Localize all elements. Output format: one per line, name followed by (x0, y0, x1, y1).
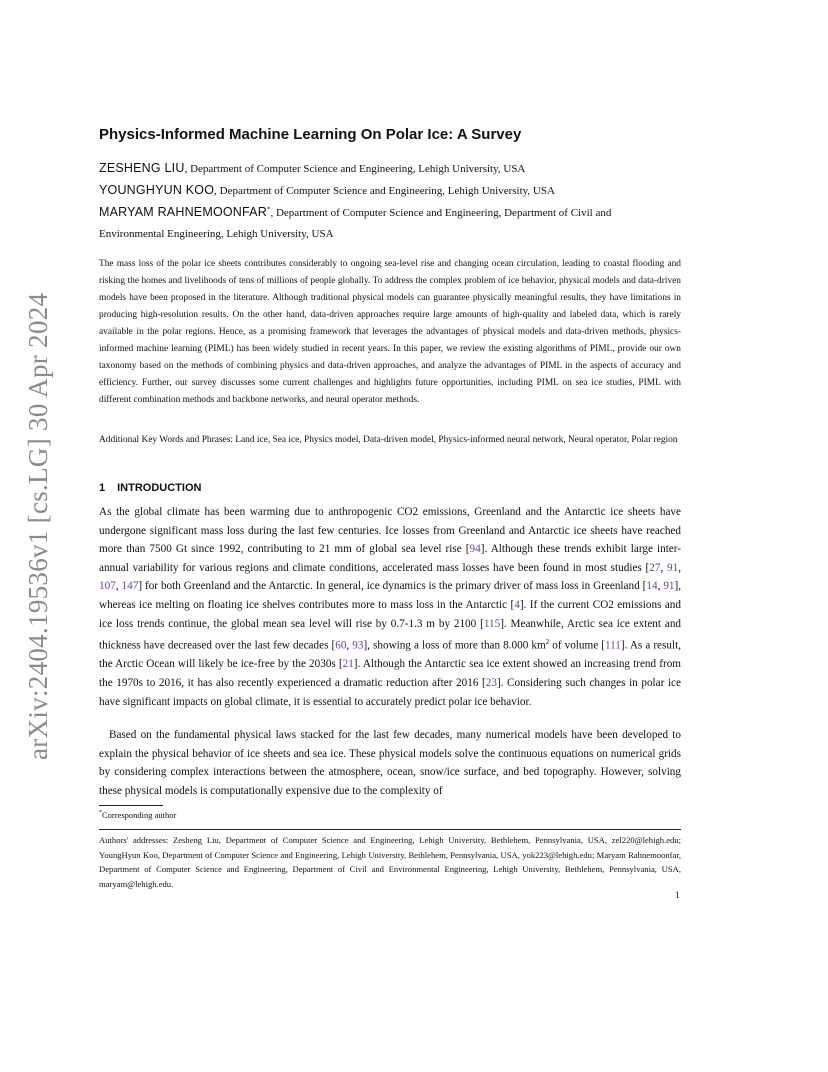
author-addresses: Authors' addresses: Zesheng Liu, Department of Computer Science and Engineering, Lehigh University, Bethlehem, Pennsylvania, USA, zel220@lehigh.edu; YoungHyun Koo, Department of Computer Science and Engineering, Lehigh University, Bethlehem, Pennsylvania, USA, yok223@lehigh.edu; Maryam Rahnemoonfar, Department of Computer Science and Engineering, Department of Civil and Environmental Engineering, Lehigh University, Bethlehem, Pennsylvania, USA, maryam@lehigh.edu. (99, 835, 681, 889)
citation-link[interactable]: 94 (469, 543, 481, 556)
citation-link[interactable]: 147 (121, 580, 139, 593)
corresponding-mark: * (266, 205, 271, 214)
citation-link[interactable]: 93 (352, 639, 364, 652)
text-run: ]. Meanwhile, Arctic sea ice extent and thickness have decreased over the last few decades [ (99, 617, 682, 652)
text-run: ], showing a loss of more than 8.000 km (363, 639, 546, 652)
citation-link[interactable]: 91 (663, 580, 675, 593)
text-run: As the global climate has been warming due to anthropogenic CO2 emissions, Greenland and the Antarctic ice sheets have undergone significant mass loss during the last few centuries. Ice losses from Greenland and Antarctic ice sheets have reached more than 7500 Gt since 1992, contributing to 21 mm of global sea level rise [ (99, 506, 681, 556)
author-1 (99, 161, 525, 175)
section-heading (99, 482, 201, 494)
citation-link[interactable]: 14 (646, 580, 658, 593)
section-number: 1 (99, 482, 106, 494)
author-name: YOUNGHYUN KOO (99, 183, 215, 197)
text-run: ]. Considering such changes in polar ice have significant impacts on global climate, it is essential to accurately predict polar ice behavior. (99, 677, 681, 708)
footnote (99, 810, 176, 820)
address-divider (99, 829, 681, 830)
text-run: ]. If the current CO2 emissions and ice loss trends continue, the global mean sea level will rise by 0.7-1.3 m by 2100 [ (99, 598, 681, 630)
text-run: ], whereas ice melting on floating ice shelves contributes more to mass loss in the Antarctic [ (99, 580, 682, 611)
footnote-text: Corresponding author (102, 810, 177, 820)
superscript: 2 (545, 638, 550, 647)
citation-link[interactable]: 60 (335, 639, 347, 652)
arxiv-identifier: arXiv:2404.19536v1 [cs.LG] 30 Apr 2024 (23, 292, 53, 760)
section-title: INTRODUCTION (117, 482, 202, 494)
text-run: of volume [ (549, 639, 605, 652)
citation-link[interactable]: 107 (99, 580, 116, 593)
citation-link[interactable]: 4 (514, 598, 520, 611)
author-2 (99, 183, 555, 197)
citation-link[interactable]: 111 (604, 639, 621, 652)
text-run: ]. As a result, the Arctic Ocean will likely be ice-free by the 2030s [ (99, 639, 681, 671)
author-affiliation: , Department of Computer Science and Engineering, Department of Civil and (270, 207, 612, 219)
intro-paragraph-2: Based on the fundamental physical laws stacked for the last few decades, many numerical models have been developed to explain the physical behavior of ice sheets and sea ice. These physical models solve the continuous equations on numerical grids by considering complex interactions between the atmosphere, ocean, snow/ice surface, and bed topography. However, solving these physical models is computationally expensive due to the complexity of (99, 729, 681, 797)
keywords: Additional Key Words and Phrases: Land ice, Sea ice, Physics model, Data-driven model, Physics-informed neural network, Neural operator, Polar region (99, 435, 678, 445)
author-3 (99, 205, 611, 219)
citation-link[interactable]: 91 (667, 561, 679, 574)
text-run: ]. Although these trends exhibit large inter-annual variability for various regions and climate conditions, accelerated mass losses have been found in most studies [ (99, 543, 681, 574)
author-affiliation: , Department of Computer Science and Engineering, Lehigh University, USA (184, 163, 526, 175)
author-affiliation: , Department of Computer Science and Engineering, Lehigh University, USA (214, 185, 555, 197)
paper-title: Physics-Informed Machine Learning On Polar Ice: A Survey (99, 126, 522, 143)
footnote-mark: * (99, 810, 102, 817)
citation-link[interactable]: 23 (485, 677, 497, 690)
citation-link[interactable]: 21 (342, 658, 354, 671)
citation-link[interactable]: 27 (649, 561, 661, 574)
text-run: ] for both Greenland and the Antarctic. In general, ice dynamics is the primary driver of mass loss in Greenland [ (138, 580, 647, 593)
abstract: The mass loss of the polar ice sheets contributes considerably to ongoing sea-level rise and changing ocean circulation, leading to coastal flooding and risking the homes and livelihoods of tens of millions of people globally. To address the complex problem of ice behavior, physical models and data-driven models have been proposed in the literature. Although traditional physical models can guarantee physically meaningful results, they have limitations in producing high-resolution results. On the other hand, data-driven approaches require large amounts of high-quality and labeled data, which is rarely available in the polar regions. Hence, as a promising framework that leverages the advantages of physical models and data-driven methods, physics-informed machine learning (PIML) has been widely studied in recent years. In this paper, we review the existing algorithms of PIML, provide our own taxonomy based on the methods of combining physics and data-driven approaches, and analyze the advantages of PIML in the aspects of accuracy and efficiency. Further, our survey discusses some current challenges and highlights future opportunities, including PIML on sea ice studies, PIML with different combination methods and backbone networks, and neural operator methods. (99, 259, 681, 405)
text-run: ]. Although the Antarctic sea ice extent showed an increasing trend from the 1970s to 2016, it has also recently experienced a dramatic reduction after 2016 [ (99, 658, 681, 690)
author-name: ZESHENG LIU (99, 161, 185, 175)
page-number: 1 (675, 891, 680, 901)
citation-link[interactable]: 115 (483, 617, 501, 630)
footnote-divider (99, 805, 163, 806)
author-3-affiliation-cont: Environmental Engineering, Lehigh University, USA (99, 228, 334, 240)
intro-paragraph-1: As the global climate has been warming due to anthropogenic CO2 emissions, Greenland and the Antarctic ice sheets have undergone significant mass loss during the last few centuries. Ice losses from Greenland and Antarctic ice sheets have reached more than 7500 Gt since 1992, contributing to 21 mm of global sea level rise [94]. Although these trends exhibit large inter-annual variability for various regions and climate conditions, accelerated mass losses have been found in most studies [27, 91, 107, 147] for both Greenland and the Antarctic. In general, ice dynamics is the primary driver of mass loss in Greenland [14, 91], whereas ice melting on floating ice shelves contributes more to mass loss in the Antarctic [4]. If the current CO2 emissions and ice loss trends continue, the global mean sea level will rise by 0.7-1.3 m by 2100 [115]. Meanwhile, Arctic sea ice extent and thickness have decreased over the last few decades [60, 93], showing a loss of more than 8.000 $km^2$ of volume [111]. As a result, the Arctic Ocean will likely be ice-free by the 2030s [21]. Although the Antarctic sea ice extent showed an increasing trend from the 1970s to 2016, it has also recently experienced a dramatic reduction after 2016 [23]. Considering such changes in polar ice have significant impacts on global climate, it is essential to accurately predict polar ice behavior. (99, 506, 682, 708)
author-name: MARYAM RAHNEMOONFAR (99, 205, 267, 219)
